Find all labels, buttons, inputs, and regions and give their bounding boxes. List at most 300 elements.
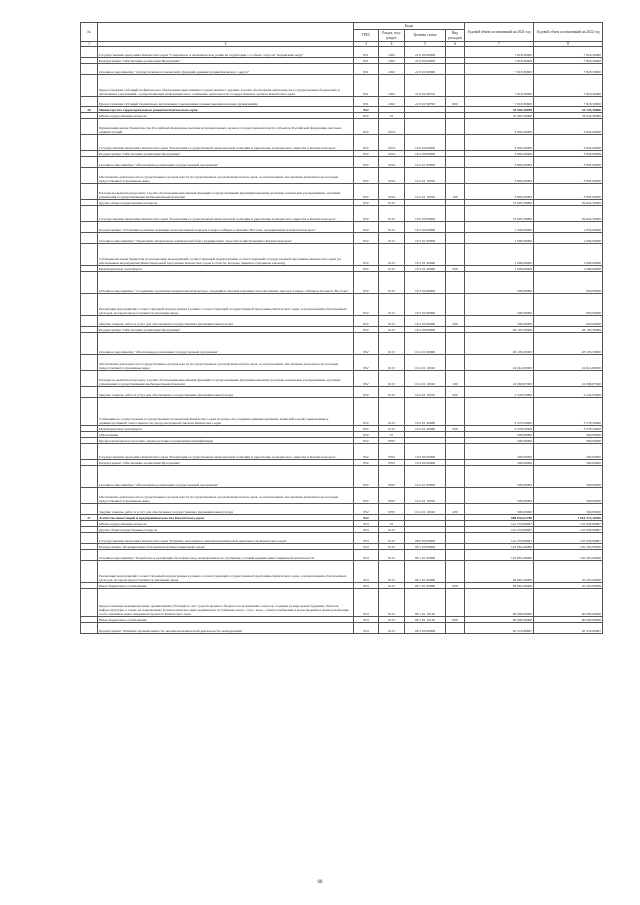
row-expense-type <box>446 119 465 135</box>
row-grbs: 854 <box>354 515 379 521</box>
row-amount-2021: 500,00000 <box>465 294 534 316</box>
row-amount-2021: 62 881,00000 <box>465 561 534 583</box>
row-expense-type: 600 <box>446 97 465 107</box>
row-expense-type: 500 <box>446 266 465 272</box>
row-amount-2021: 1 000,00000 <box>465 244 534 266</box>
row-amount-2022: 3 802,00000 <box>534 168 603 184</box>
row-razdel: 0113 <box>379 327 405 333</box>
row-target-article: 19 4 01 10010 <box>405 355 446 371</box>
row-name: Подпрограмма "Устойчивое развитие коренных малочисленных народов Севера, Сибири и Дальнего Востока, проживающих в Камчатском крае" <box>98 222 354 233</box>
row-amount-2022: 1 000,00000 <box>534 266 603 272</box>
row-name: Основное мероприятие "Обеспечение реализации государственной программы" <box>98 333 354 355</box>
row-razdel: 0104 <box>379 119 405 135</box>
row-name: Закупка товаров, работ и услуг для обеспечения государственных (муниципальных) нужд <box>98 504 354 515</box>
header-csr: Целевая статья <box>405 30 446 42</box>
row-amount-2021: 7 818,30000 <box>465 47 534 58</box>
row-razdel: 0113 <box>379 623 405 634</box>
row-grbs: 851 <box>354 58 379 64</box>
row-grbs: 852 <box>354 244 379 266</box>
row-amount-2021: 3 802,00000 <box>465 119 534 135</box>
row-name: Государственная программа Камчатского края "Реализация государственной национальной политики и укрепление гражданского единства в Камчатском крае" <box>98 444 354 460</box>
row-number <box>81 222 98 233</box>
index-cell: 2 <box>98 42 354 47</box>
table-row <box>81 244 603 266</box>
row-target-article: 08 3 00 00000 <box>405 623 446 634</box>
row-amount-2022: 1 000,00000 <box>534 244 603 266</box>
row-amount-2021: 7 818,30000 <box>465 64 534 75</box>
row-number <box>81 316 98 327</box>
row-grbs: 852 <box>354 113 379 119</box>
row-target-article: 19 0 00 00000 <box>405 206 446 222</box>
row-grbs: 852 <box>354 233 379 244</box>
table-row <box>81 466 603 488</box>
row-amount-2022: 22 068,87000 <box>534 371 603 387</box>
row-name: Общегосударственные вопросы <box>98 521 354 527</box>
row-expense-type <box>446 466 465 488</box>
row-name: Подпрограмма "Обеспечение реализации Программы" <box>98 327 354 333</box>
row-number <box>81 97 98 107</box>
row-name: Иные бюджетные ассигнования <box>98 583 354 589</box>
table-row <box>81 206 603 222</box>
row-amount-2021: 500,00000 <box>465 316 534 327</box>
row-grbs: 854 <box>354 544 379 550</box>
row-amount-2022: 125 659,89697 <box>534 521 603 527</box>
row-grbs: 852 <box>354 432 379 438</box>
row-target-article: 22 0 00 00000 <box>405 47 446 58</box>
row-grbs: 854 <box>354 521 379 527</box>
row-amount-2021: 3 802,00000 <box>465 135 534 151</box>
row-amount-2021: 28 193,30000 <box>465 333 534 355</box>
row-razdel: 0705 <box>379 460 405 466</box>
row-expense-type: 200 <box>446 504 465 515</box>
row-target-article <box>405 119 446 135</box>
row-razdel: 1202 <box>379 75 405 97</box>
row-name: Основное мероприятие "Осуществление полномочий и функций администрации Корякского округа" <box>98 64 354 75</box>
table-row <box>81 47 603 58</box>
index-cell: 3 <box>354 42 379 47</box>
row-amount-2022: 33 645,30000 <box>534 113 603 119</box>
row-name: Субсидии местным бюджетам на реализацию мероприятий соответствующей подпрограммы соответствующей государственной программы Камчатского края (за исключением мероприятий Инвестиционной программы Камчатского края в области, которые приняты отдельным законом) <box>98 244 354 266</box>
table-row <box>81 444 603 460</box>
row-target-article: 19 4 01 10010 <box>405 168 446 184</box>
row-name: Подпрограмма "Обеспечение реализации Программы" <box>98 460 354 466</box>
row-amount-2021: 500,00000 <box>465 432 534 438</box>
row-target-article: 22 9 02 98702 <box>405 75 446 97</box>
row-name: Общегосударственные вопросы <box>98 113 354 119</box>
table-row <box>81 488 603 504</box>
row-number <box>81 504 98 515</box>
row-grbs: 851 <box>354 64 379 75</box>
row-razdel: 0104 <box>379 135 405 151</box>
row-name: Предоставление некоммерческим организациям субсидий за счет средств краевого бюджета на возмещение затрат на создание (в виде реконструкции) объектов инфраструктуры, а также на подключение (технологическое присоединение) к источникам тепло-, газо-, водо-, электроснабжения и водоотведения в целях реализации особо значимых инвестиционных проектов Камчатского края <box>98 589 354 617</box>
row-grbs: 852 <box>354 355 379 371</box>
row-razdel: 0113 <box>379 398 405 426</box>
row-amount-2022: 45 295,00000 <box>534 561 603 583</box>
row-number: 37 <box>81 515 98 521</box>
table-row <box>81 64 603 75</box>
row-razdel: 0104 <box>379 168 405 184</box>
table-row <box>81 168 603 184</box>
row-amount-2022: 29 843,30000 <box>534 200 603 206</box>
row-amount-2021: 500,00000 <box>465 438 534 444</box>
table-row <box>81 75 603 97</box>
row-target-article: 08 1 00 00000 <box>405 544 446 550</box>
table-row <box>81 135 603 151</box>
row-name: Предоставление субсидий бюджетным, автономным учреждениям и иным некоммерческим организациям <box>98 97 354 107</box>
row-grbs: 854 <box>354 550 379 561</box>
header-grbs: ГРБС <box>354 30 379 42</box>
row-target-article: 19 4 01 10010 <box>405 504 446 515</box>
row-target-article: 19 4 01 10010 <box>405 184 446 200</box>
row-amount-2022: 125 659,89697 <box>534 527 603 533</box>
row-amount-2021: 3 578,50000 <box>465 426 534 432</box>
index-cell: 6 <box>446 42 465 47</box>
row-number <box>81 589 98 617</box>
table-row <box>81 294 603 316</box>
row-name: Профессиональная подготовка, переподготовка и повышение квалификации <box>98 438 354 444</box>
row-number <box>81 168 98 184</box>
row-name: Реализация мероприятий соответствующей подпрограммы в рамках соответствующей государственной программы Камчатского края, за исключением обеспеченных расходов, которым предоставляются указанные виды <box>98 294 354 316</box>
row-target-article: 19 4 01 40080 <box>405 426 446 432</box>
row-razdel: 0113 <box>379 583 405 589</box>
row-grbs: 852 <box>354 157 379 168</box>
row-amount-2021: 688 842,62700 <box>465 515 534 521</box>
row-name: Обеспечение деятельности государственных органов власти (государственных органов) Камчатского края, за исключением обеспечения деятельности, которым предоставляются указанные виды <box>98 355 354 371</box>
row-number <box>81 47 98 58</box>
header-2021: Годовой объем ассигнований на 2021 год <box>465 23 534 42</box>
row-razdel: 0113 <box>379 200 405 206</box>
row-expense-type <box>446 488 465 504</box>
table-row <box>81 184 603 200</box>
row-number <box>81 157 98 168</box>
row-expense-type <box>446 444 465 460</box>
row-number <box>81 623 98 634</box>
row-razdel: 07 <box>379 432 405 438</box>
row-number <box>81 244 98 266</box>
table-header <box>81 23 603 47</box>
row-name: Подпрограмма "Формирование благоприятной инвестиционной среды" <box>98 544 354 550</box>
row-number <box>81 550 98 561</box>
row-razdel: 0113 <box>379 426 405 432</box>
row-amount-2022: 105 295,00000 <box>534 550 603 561</box>
row-amount-2022: 3 802,00000 <box>534 151 603 157</box>
row-razdel: 0113 <box>379 387 405 398</box>
row-razdel: 0113 <box>379 222 405 233</box>
row-razdel: 01 <box>379 113 405 119</box>
row-name: Межбюджетные трансферты <box>98 266 354 272</box>
row-amount-2021: 31 693,30000 <box>465 200 534 206</box>
row-razdel: 0104 <box>379 157 405 168</box>
row-razdel: 0113 <box>379 266 405 272</box>
row-expense-type <box>446 135 465 151</box>
row-name: Другие общегосударственные вопросы <box>98 527 354 533</box>
row-target-article: 19 3 04 00990 <box>405 316 446 327</box>
row-amount-2021: 24 614,80000 <box>465 355 534 371</box>
row-grbs: 852 <box>354 371 379 387</box>
row-name: Министерство территориального развития Камчатского края <box>98 107 354 113</box>
row-amount-2022: 500,00000 <box>534 432 603 438</box>
row-name: Реализация мероприятий соответствующей подпрограммы в рамках соответствующей государственной программы Камчатского края, за исключением обеспеченных расходов, которым предоставляются указанные виды <box>98 561 354 583</box>
row-grbs: 852 <box>354 333 379 355</box>
row-razdel: 0104 <box>379 151 405 157</box>
row-name: Обеспечение деятельности государственных органов власти (государственных органов) Камчатского края, за исключением обеспечения деятельности, которым предоставляются указанные виды <box>98 488 354 504</box>
row-grbs: 854 <box>354 527 379 533</box>
row-grbs: 852 <box>354 107 379 113</box>
table-row <box>81 233 603 244</box>
table-row <box>81 222 603 233</box>
row-razdel: 0705 <box>379 466 405 488</box>
row-number <box>81 466 98 488</box>
row-razdel: 0113 <box>379 316 405 327</box>
row-razdel: 0113 <box>379 533 405 544</box>
row-amount-2021: 7 818,30000 <box>465 58 534 64</box>
row-name: Подпрограмма "Обеспечение реализации Программы" <box>98 151 354 157</box>
row-grbs: 852 <box>354 184 379 200</box>
table-row <box>81 371 603 387</box>
row-razdel: 0113 <box>379 333 405 355</box>
index-cell: 8 <box>534 42 603 47</box>
row-name: Закупка товаров, работ и услуг для обеспечения государственных (муниципальных) нужд <box>98 316 354 327</box>
row-razdel: 1202 <box>379 97 405 107</box>
row-target-article: 08 1 01 00000 <box>405 550 446 561</box>
header-code-group: Коды <box>354 23 465 30</box>
row-target-article: 22 9 02 98702 <box>405 97 446 107</box>
row-expense-type <box>446 589 465 617</box>
row-expense-type: 100 <box>446 371 465 387</box>
row-grbs: 854 <box>354 561 379 583</box>
table-row <box>81 119 603 135</box>
row-name: Обеспечение деятельности государственных органов власти (государственных органов) Камчатского края, за исключением обеспечения деятельности, которым предоставляются указанные виды <box>98 168 354 184</box>
row-number <box>81 184 98 200</box>
table-row <box>81 561 603 583</box>
row-amount-2022: 34 145,30000 <box>534 107 603 113</box>
row-amount-2022: 7 818,30000 <box>534 47 603 58</box>
table-row <box>81 623 603 634</box>
row-razdel: 0113 <box>379 272 405 294</box>
row-amount-2022: 650,00000 <box>534 294 603 316</box>
row-name: Межбюджетные трансферты <box>98 426 354 432</box>
row-amount-2021: 3 578,50000 <box>465 398 534 426</box>
row-grbs: 852 <box>354 200 379 206</box>
row-amount-2022: 105 295,00000 <box>534 544 603 550</box>
row-amount-2022: 20 374,89697 <box>534 623 603 634</box>
row-amount-2022: 7 818,30000 <box>534 75 603 97</box>
row-grbs: 852 <box>354 398 379 426</box>
table-body <box>81 47 603 634</box>
row-amount-2022: 3 802,00000 <box>534 157 603 168</box>
row-amount-2022: 500,00000 <box>534 466 603 488</box>
row-name: Агентство инвестиций и предпринимательства Камчатского края <box>98 515 354 521</box>
row-number <box>81 135 98 151</box>
row-target-article: 22 9 00 00000 <box>405 58 446 64</box>
row-amount-2021: 22 068,87000 <box>465 371 534 387</box>
row-razdel: 0705 <box>379 438 405 444</box>
index-cell: 5 <box>405 42 446 47</box>
row-amount-2021: 28 193,30000 <box>465 327 534 333</box>
row-amount-2022: 3 802,00000 <box>534 119 603 135</box>
row-expense-type: 500 <box>446 426 465 432</box>
row-amount-2021: 122 881,00000 <box>465 544 534 550</box>
row-razdel: 1202 <box>379 64 405 75</box>
row-amount-2022: 3 802,00000 <box>534 135 603 151</box>
row-razdel: 0705 <box>379 444 405 460</box>
row-name: Основное мероприятие "Обеспечение реализации государственной программы" <box>98 157 354 168</box>
row-amount-2021: 3 802,00000 <box>465 184 534 200</box>
row-number <box>81 75 98 97</box>
table-row <box>81 333 603 355</box>
row-amount-2022: 60 000,00000 <box>534 617 603 623</box>
row-amount-2022: 500,00000 <box>534 444 603 460</box>
row-amount-2022: 7 818,30000 <box>534 58 603 64</box>
row-grbs: 852 <box>354 206 379 222</box>
row-grbs: 852 <box>354 466 379 488</box>
row-target-article: 08 0 00 00000 <box>405 533 446 544</box>
row-amount-2021: 500,00000 <box>465 444 534 460</box>
row-name: Основное мероприятие "Укрепление материально-технической базы традиционных отраслей хозяйствования в Камчатском крае" <box>98 233 354 244</box>
row-number <box>81 119 98 135</box>
row-razdel: 0113 <box>379 589 405 617</box>
row-amount-2022: 3 578,50000 <box>534 398 603 426</box>
row-expense-type <box>446 355 465 371</box>
index-cell: 4 <box>379 42 405 47</box>
row-expense-type: 800 <box>446 583 465 589</box>
row-expense-type: 200 <box>446 387 465 398</box>
row-grbs: 852 <box>354 294 379 316</box>
row-grbs: 852 <box>354 426 379 432</box>
row-target-article: 19 3 04 00000 <box>405 272 446 294</box>
row-expense-type <box>446 333 465 355</box>
row-name: Субвенции на осуществление государственных полномочий Камчатского края по вопросам создания административных комиссий в целях привлечения к административной ответственности, предусмотренной законом Камчатского края <box>98 398 354 426</box>
row-amount-2021: 60 000,00000 <box>465 617 534 623</box>
row-amount-2022: 7 818,30000 <box>534 64 603 75</box>
row-number <box>81 233 98 244</box>
row-amount-2021: 62 881,00000 <box>465 583 534 589</box>
row-grbs: 852 <box>354 272 379 294</box>
row-amount-2022: 500,00000 <box>534 438 603 444</box>
row-amount-2021: 3 802,00000 <box>465 151 534 157</box>
row-amount-2021: 500,00000 <box>465 272 534 294</box>
row-target-article: 19 4 01 10010 <box>405 488 446 504</box>
index-cell: 1 <box>81 42 98 47</box>
page-number: 68 <box>317 880 323 885</box>
row-target-article: 19 4 01 10010 <box>405 371 446 387</box>
row-number <box>81 333 98 355</box>
row-grbs: 852 <box>354 488 379 504</box>
row-expense-type <box>446 623 465 634</box>
row-expense-type <box>446 533 465 544</box>
row-amount-2022: 29 843,30000 <box>534 206 603 222</box>
row-expense-type <box>446 222 465 233</box>
row-expense-type: 100 <box>446 184 465 200</box>
header-vr: Вид расходов <box>446 30 465 42</box>
header-2022: Годовой объем ассигнований на 2022 год <box>534 23 603 42</box>
row-name: Основное мероприятие "Сохранение и развитие национальной культуры, традиций и обычаев коренных малочисленных народов Севера, Сибири и Дальнего Востока" <box>98 272 354 294</box>
row-target-article: 08 1 01 10120 <box>405 589 446 617</box>
row-number: 36 <box>81 107 98 113</box>
row-name: Закупка товаров, работ и услуг для обеспечения государственных (муниципальных) нужд <box>98 387 354 398</box>
row-target-article: 19 4 01 00000 <box>405 466 446 488</box>
row-target-article: 19 4 01 00000 <box>405 157 446 168</box>
row-name: Образование <box>98 432 354 438</box>
row-target-article: 19 3 04 00990 <box>405 294 446 316</box>
row-target-article: 19 4 01 10010 <box>405 387 446 398</box>
row-name: Другие общегосударственные вопросы <box>98 200 354 206</box>
row-name: Государственная программа Камчатского края "Реализация государственной национальной политики и укрепление гражданского единства в Камчатском крае" <box>98 135 354 151</box>
header-razdel: Раздел, под-раздел <box>379 30 405 42</box>
row-target-article: 08 1 01 00990 <box>405 583 446 589</box>
row-grbs: 852 <box>354 460 379 466</box>
row-amount-2022: 1 000,00000 <box>534 233 603 244</box>
row-razdel: 0113 <box>379 355 405 371</box>
row-grbs: 852 <box>354 135 379 151</box>
row-expense-type <box>446 561 465 583</box>
row-amount-2021: 500,00000 <box>465 460 534 466</box>
row-number <box>81 387 98 398</box>
row-grbs: 852 <box>354 151 379 157</box>
row-number <box>81 206 98 222</box>
table-row <box>81 533 603 544</box>
row-target-article: 19 0 00 00000 <box>405 444 446 460</box>
row-amount-2022: 1 650,00000 <box>534 222 603 233</box>
table-row <box>81 387 603 398</box>
row-expense-type <box>446 398 465 426</box>
table-row <box>81 589 603 617</box>
row-razdel: 0113 <box>379 550 405 561</box>
row-grbs: 854 <box>354 617 379 623</box>
row-amount-2021: 141 255,89697 <box>465 521 534 527</box>
row-amount-2021: 141 255,89697 <box>465 533 534 544</box>
row-amount-2021: 35 995,30000 <box>465 107 534 113</box>
row-expense-type <box>446 75 465 97</box>
row-grbs: 851 <box>354 47 379 58</box>
row-grbs: 852 <box>354 168 379 184</box>
row-amount-2022: 650,00000 <box>534 272 603 294</box>
row-target-article: 19 3 00 00000 <box>405 222 446 233</box>
budget-table <box>80 22 603 634</box>
row-name: Государственная программа Камчатского края "Социальное и экономическое развитие территории с особым статусом "Корякский округ" <box>98 47 354 58</box>
row-expense-type <box>446 47 465 58</box>
row-target-article: 19 3 01 00000 <box>405 233 446 244</box>
row-target-article: 19 4 00 00000 <box>405 460 446 466</box>
table-row <box>81 355 603 371</box>
row-number <box>81 398 98 426</box>
row-amount-2021: 122 881,00000 <box>465 550 534 561</box>
row-amount-2022: 2 545,93000 <box>534 387 603 398</box>
row-amount-2021: 141 255,89697 <box>465 527 534 533</box>
row-amount-2022: 45 295,00000 <box>534 583 603 589</box>
row-number <box>81 533 98 544</box>
row-razdel: 0705 <box>379 488 405 504</box>
row-target-article: 19 3 01 40060 <box>405 244 446 266</box>
row-expense-type <box>446 233 465 244</box>
row-expense-type <box>446 294 465 316</box>
row-amount-2022: 1 054 373,18200 <box>534 515 603 521</box>
row-grbs: 852 <box>354 119 379 135</box>
row-target-article: 19 4 01 00000 <box>405 333 446 355</box>
row-amount-2021: 7 818,30000 <box>465 75 534 97</box>
row-target-article: 22 9 02 00000 <box>405 64 446 75</box>
table-row <box>81 504 603 515</box>
row-grbs: 851 <box>354 97 379 107</box>
row-expense-type <box>446 244 465 266</box>
row-razdel: 1202 <box>379 47 405 58</box>
row-razdel: 0113 <box>379 294 405 316</box>
budget-table-sheet <box>80 22 602 634</box>
row-grbs: 852 <box>354 438 379 444</box>
row-expense-type: 800 <box>446 617 465 623</box>
row-grbs: 854 <box>354 589 379 617</box>
row-expense-type <box>446 550 465 561</box>
